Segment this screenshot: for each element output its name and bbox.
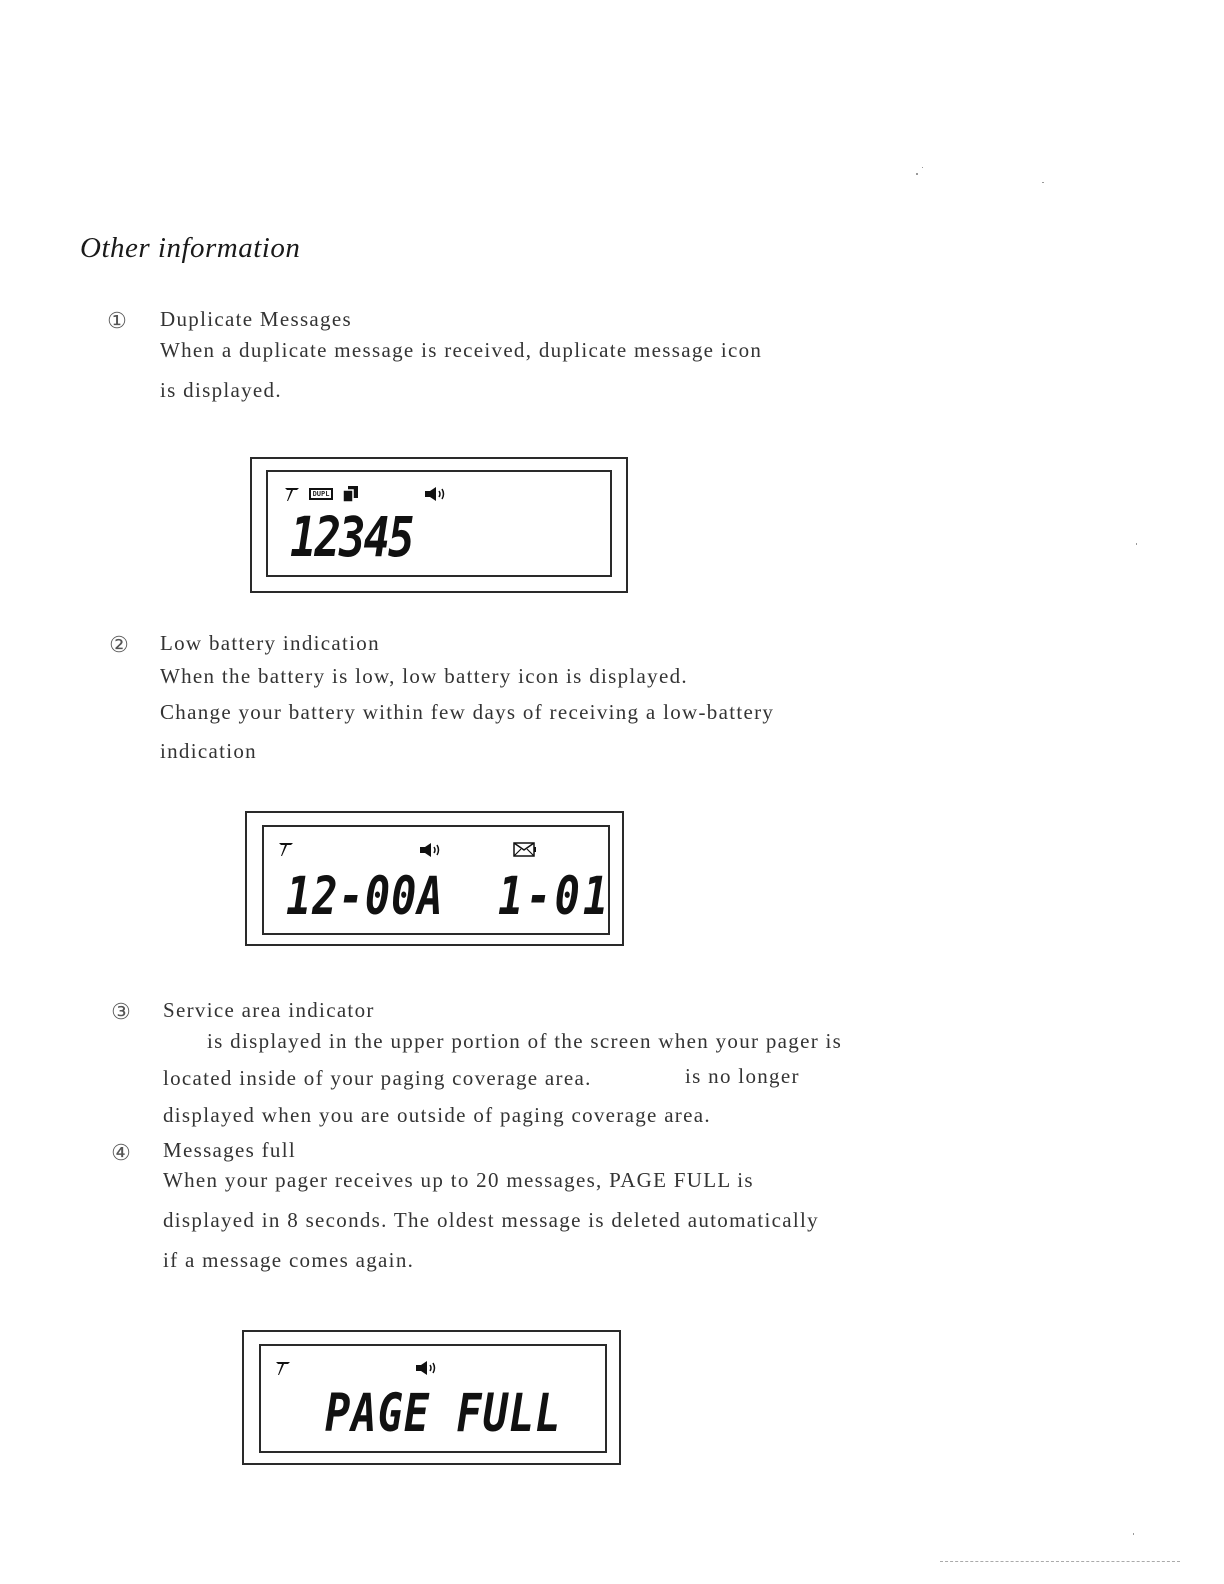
antenna-icon: [278, 841, 294, 857]
section-number: ③: [111, 999, 131, 1024]
lcd-panel: [266, 470, 612, 577]
speaker-icon: [415, 1360, 437, 1376]
envelope-icon: [513, 842, 537, 857]
section-title: Service area indicator: [163, 998, 375, 1022]
speaker-icon: [424, 486, 446, 502]
body-text: if a message comes again.: [163, 1248, 415, 1272]
scan-speck: [1136, 543, 1137, 545]
duplicate-message-icon: [342, 485, 360, 503]
pager-display-duplicate: [250, 457, 628, 593]
heading: Other information: [80, 232, 301, 264]
antenna-icon: [275, 1360, 291, 1376]
body-text: is no longer: [685, 1064, 800, 1088]
pager-display-low-battery: [245, 811, 624, 946]
section-number: ①: [107, 308, 127, 333]
section-title: Messages full: [163, 1138, 296, 1162]
section-title: Low battery indication: [160, 631, 380, 655]
body-text: is displayed.: [160, 378, 282, 402]
body-text: When your pager receives up to 20 messages, PAGE FULL is: [163, 1168, 754, 1192]
scan-edge-line: [940, 1561, 1180, 1562]
body-text: Change your battery within few days of receiving a low-battery: [160, 700, 775, 724]
lcd-page-full-text: PAGE FULL: [325, 1382, 562, 1444]
body-text: displayed in 8 seconds. The oldest message is deleted automatically: [163, 1208, 819, 1232]
lcd-message-text: 12345: [290, 506, 413, 570]
body-text: When a duplicate message is received, duplicate message icon: [160, 338, 763, 362]
section-number: ②: [109, 632, 129, 657]
scan-speck: [1042, 182, 1044, 183]
lcd-date-text: 1-01: [498, 865, 612, 927]
body-text: When the battery is low, low battery icon is displayed.: [160, 664, 688, 688]
lcd-time-text: 12-00A: [286, 865, 444, 927]
lcd-panel: [259, 1344, 607, 1453]
lcd-panel: [262, 825, 610, 935]
section-title: Duplicate Messages: [160, 307, 352, 331]
body-text: is displayed in the upper portion of the screen when your pager is: [207, 1029, 843, 1053]
body-text: indication: [160, 739, 257, 763]
scan-speck: [1133, 1533, 1134, 1535]
body-text: displayed when you are outside of paging coverage area.: [163, 1103, 711, 1127]
pager-display-page-full: [242, 1330, 621, 1465]
section-number: ④: [111, 1140, 131, 1165]
antenna-icon: [284, 486, 300, 502]
dupl-icon: DUPL: [309, 488, 333, 500]
speaker-icon: [419, 842, 441, 858]
scan-speck: [916, 173, 918, 175]
body-text: located inside of your paging coverage area.: [163, 1066, 592, 1090]
scan-speck: [922, 167, 923, 168]
